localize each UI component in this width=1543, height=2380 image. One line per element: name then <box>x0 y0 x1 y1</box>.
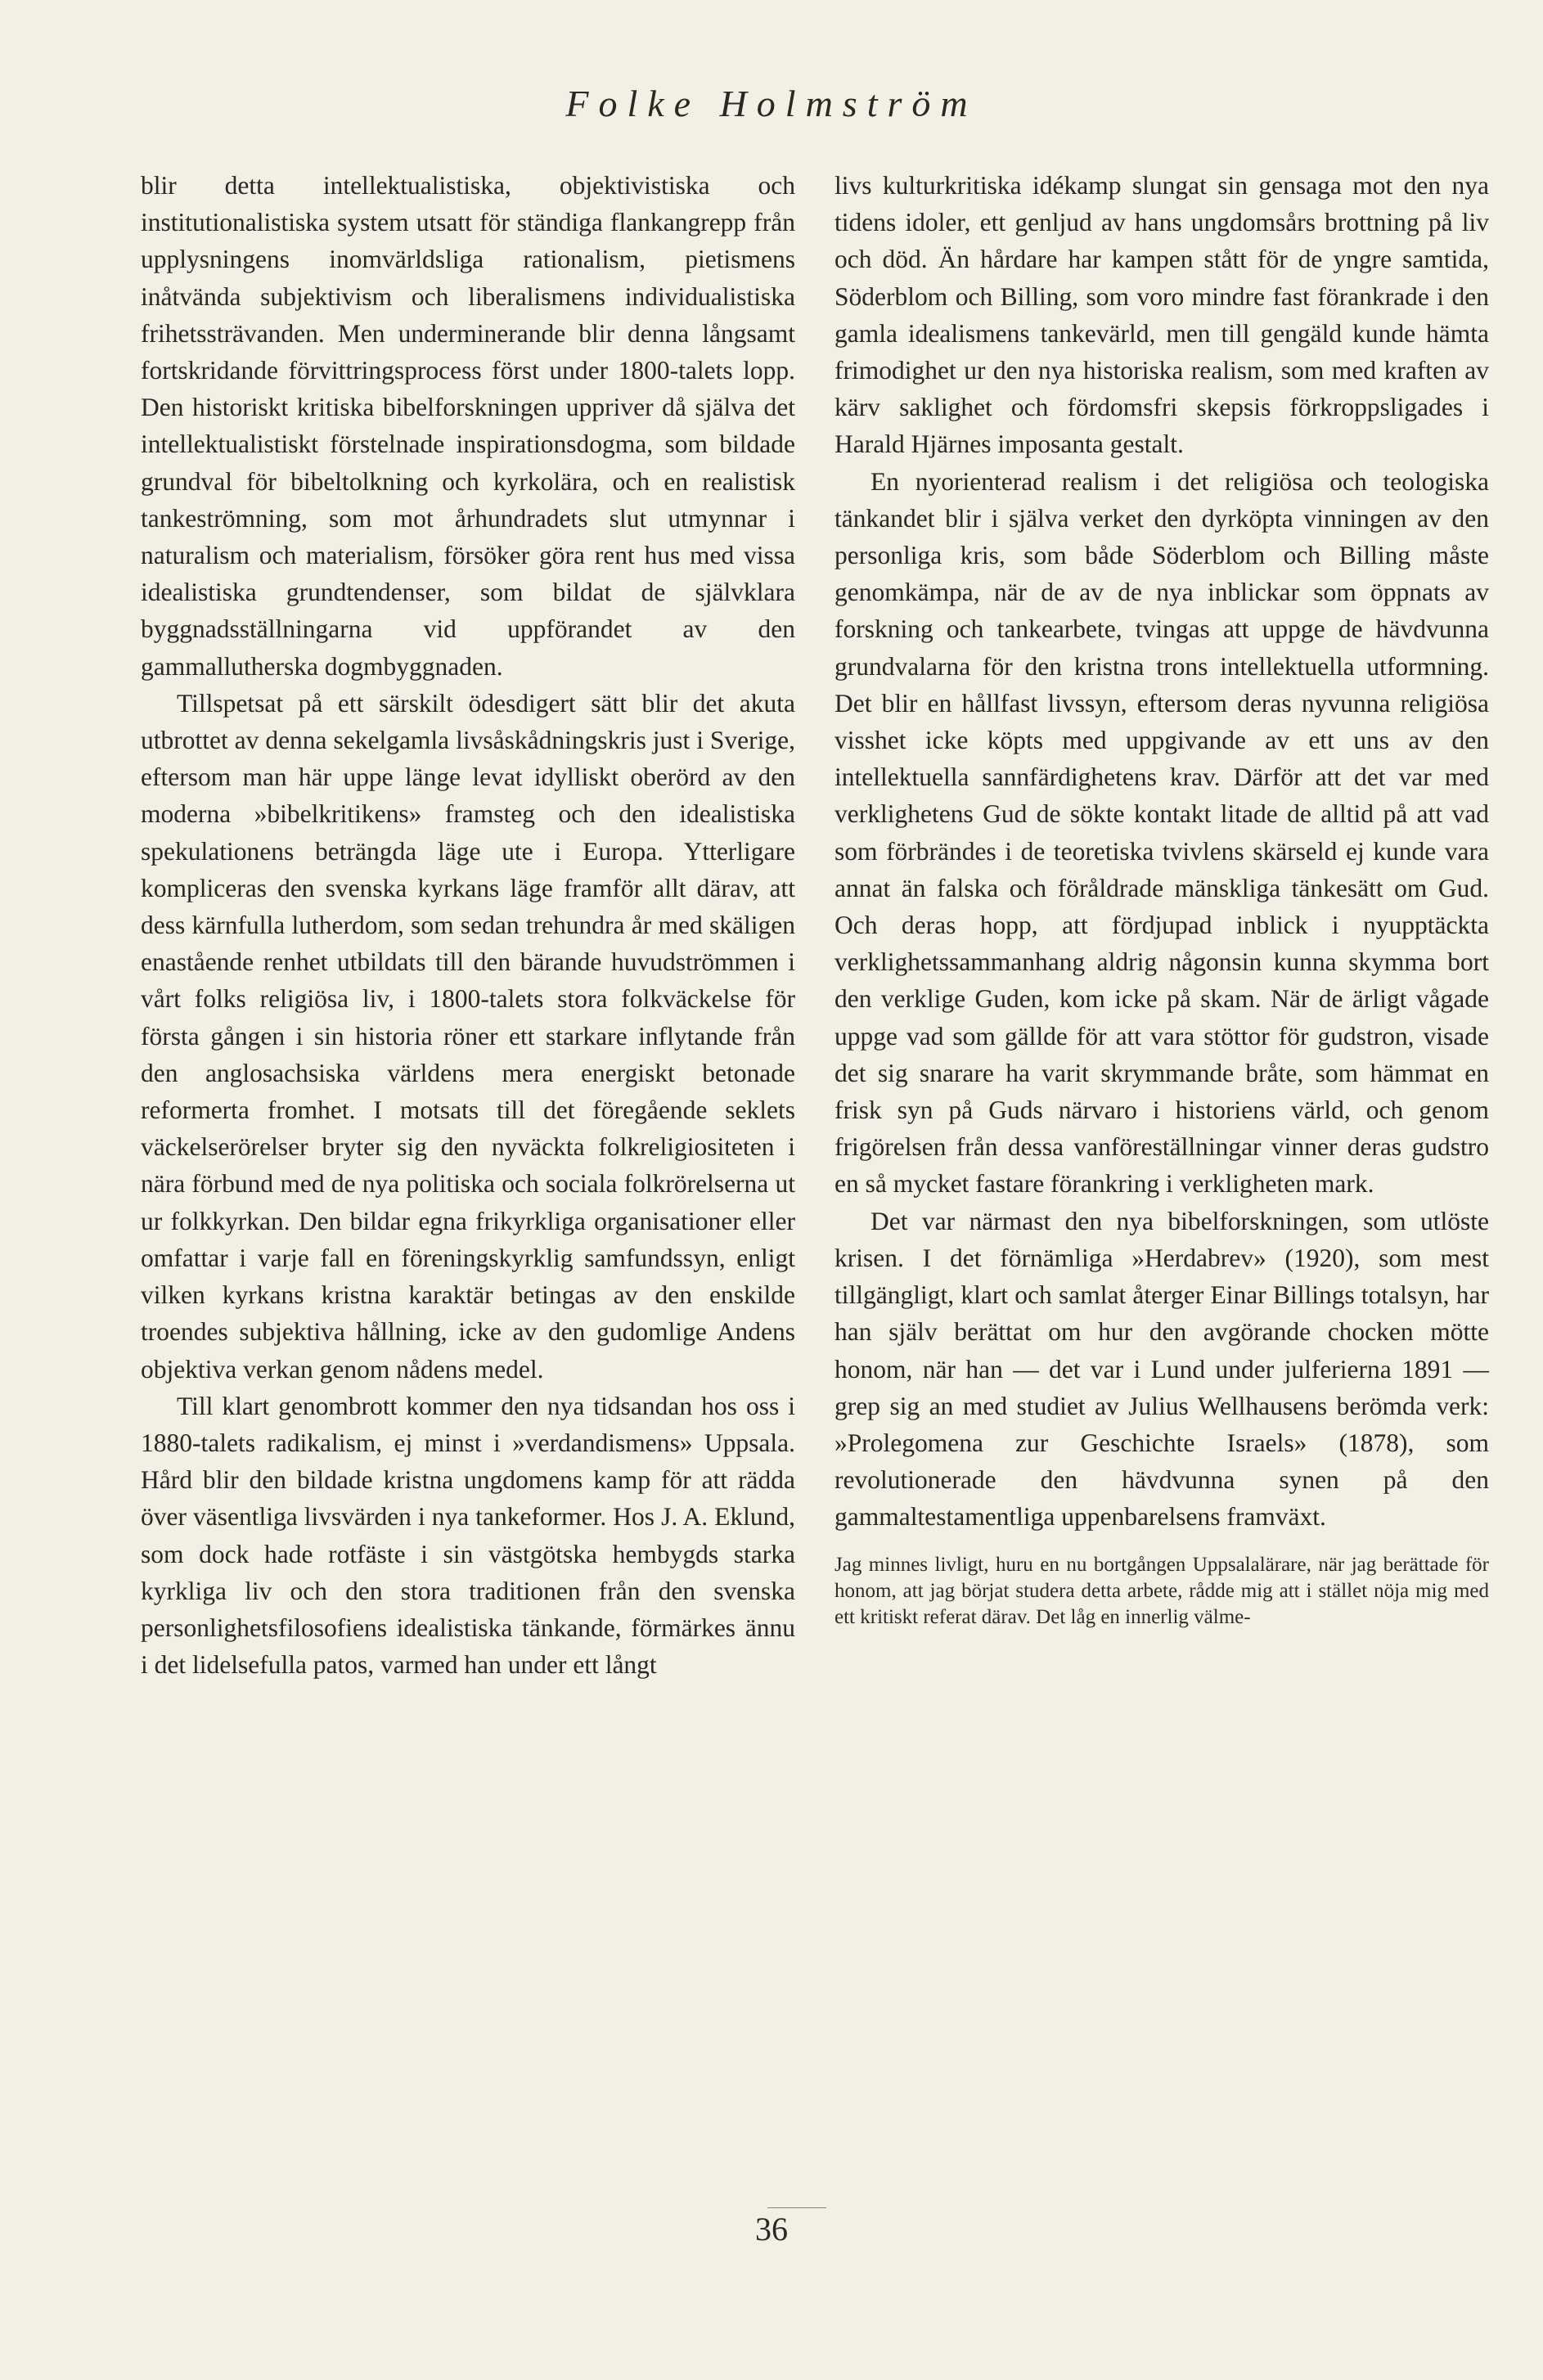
paragraph: livs kulturkritiska idékamp slungat sin gensaga mot den nya tidens idoler, ett genljud av hans ungdomsårs brottning på liv och död. Än hårdare har kampen stått för de yngre samtida, Söderblom och Billing, som voro mindre fast förankrade i den gamla idealismens tankevärld, men till gengäld kunde hämta frimodighet ur den nya historiska realism, som med kraften av kärv saklighet och fördomsfri skepsis förkroppsligades i Harald Hjärnes imposanta gestalt. <box>834 171 1489 459</box>
page-number: 36 <box>755 2211 788 2247</box>
paragraph: Tillspetsat på ett särskilt ödesdigert sätt blir det akuta utbrottet av denna sekelgamla livsåskådningskris just i Sverige, eftersom man här uppe länge levat idylliskt oberörd av den moderna »bibelkritikens» framsteg och den idealistiska spekulationens beträngda läge ute i Europa. Ytterligare kompliceras den svenska kyrkans läge framför allt därav, att dess kärnfulla lutherdom, som sedan trehundra år med skäligen enastående renhet utbildats till den bärande huvudströmmen i vårt folks religiösa liv, i 1800-talets stora folkväckelse för första gången i sin historia röner ett starkare inflytande från den anglosachsiska världens mera energiskt betonade reformerta fromhet. I motsats till det föregående seklets väckelserörelser bryter sig den nyväckta folkreligiositeten i nära förbund med de nya politiska och sociala folkrörelserna ut ur folkkyrkan. Den bildar egna frikyrkliga organisationer eller omfattar i varje fall en föreningskyrklig samfundssyn, enligt vilken kyrkans kristna karaktär betingas av den enskilde troendes subjektiva hållning, icke av den gudomlige Andens objektiva verkan genom nådens medel. <box>141 688 795 1383</box>
right-column <box>834 167 1489 1631</box>
left-column <box>141 167 795 1683</box>
footnote: Jag minnes livligt, huru en nu bortgången Uppsalalärare, när jag berättade för honom, att jag börjat studera detta arbete, rådde mig att i stället nöja mig med ett kritiskt referat därav. Det låg en innerlig välme- <box>834 1553 1489 1628</box>
paragraph: En nyorienterad realism i det religiösa och teologiska tänkandet blir i själva verket den dyrköpta vinningen av den personliga kris, som både Söderblom och Billing måste genomkämpa, när de av de nya inblickar som öppnats av forskning och tankearbete, tvingas att uppge de hävdvunna grundvalarna för den kristna trons intellektuella utformning. Det blir en hållfast livssyn, eftersom deras nyvunna religiösa visshet icke köpts med uppgivande av ett uns av den intellektuella sannfärdighetens krav. Därför att det var med verklighetens Gud de sökte kontakt litade de alltid på att vad som förbrändes i de teoretiska tvivlens skärseld ej kunde vara annat än falska och föråldrade mänskliga tänkesätt om Gud. Och deras hopp, att fördjupad inblick i nyupptäckta verklighetssammanhang aldrig någonsin kunna skymma bort den verklige Guden, kom icke på skam. När de ärligt vågade uppge vad som gällde för att vara stöttor för gudstron, visade det sig snarare ha varit skrymmande bråte, som hämmat en frisk syn på Guds närvaro i historiens värld, och genom frigörelsen från dessa vanföreställningar vinner deras gudstro en så mycket fastare förankring i verkligheten mark. <box>834 466 1489 1199</box>
folio-rule <box>767 2207 826 2208</box>
running-head: Folke Holmström <box>565 83 978 124</box>
paragraph: Till klart genombrott kommer den nya tidsandan hos oss i 1880-talets radikalism, ej minst i »verdandismens» Uppsala. Hård blir den bildade kristna ungdomens kamp för att rädda över väsentliga livsvärden i nya tankeformer. Hos J. A. Eklund, som dock hade rotfäste i sin västgötska hembygds starka kyrkliga liv och den stora traditionen från den svenska personlighetsfilosofiens idealistiska tänkande, förmärkes ännu i det lidelsefulla patos, varmed han under ett långt <box>141 1391 795 1680</box>
paragraph: blir detta intellektualistiska, objektivistiska och institutionalistiska system utsatt för ständiga flankangrepp från upplysningens inomvärldsliga rationalism, pietismens inåtvända subjektivism och liberalismens individualistiska frihetssträvanden. Men underminerande blir denna långsamt fortskridande förvittringsprocess först under 1800-talets lopp. Den historiskt kritiska bibelforskningen uppriver då själva det intellektualistiskt förstelnade inspirationsdogma, som bildade grundval för bibeltolkning och kyrkolära, och en realistisk tankeströmning, som mot århundradets slut utmynnar i naturalism och materialism, försöker göra rent hus med vissa idealistiska grundtendenser, som bildat de självklara byggnadsställningarna vid uppförandet av den gammallutherska dogmbyggnaden. <box>141 171 795 681</box>
paragraph: Det var närmast den nya bibelforskningen, som utlöste krisen. I det förnämliga »Herdabrev» (1920), som mest tillgängligt, klart och samlat återger Einar Billings totalsyn, har han själv berättat om hur den avgörande chocken mötte honom, när han — det var i Lund under julferierna 1891 — grep sig an med studiet av Julius Wellhausens berömda verk: »Prolegomena zur Geschichte Israels» (1878), som revolutionerade den hävdvunna synen på den gammaltestamentliga uppenbarelsens framväxt. <box>834 1206 1489 1532</box>
